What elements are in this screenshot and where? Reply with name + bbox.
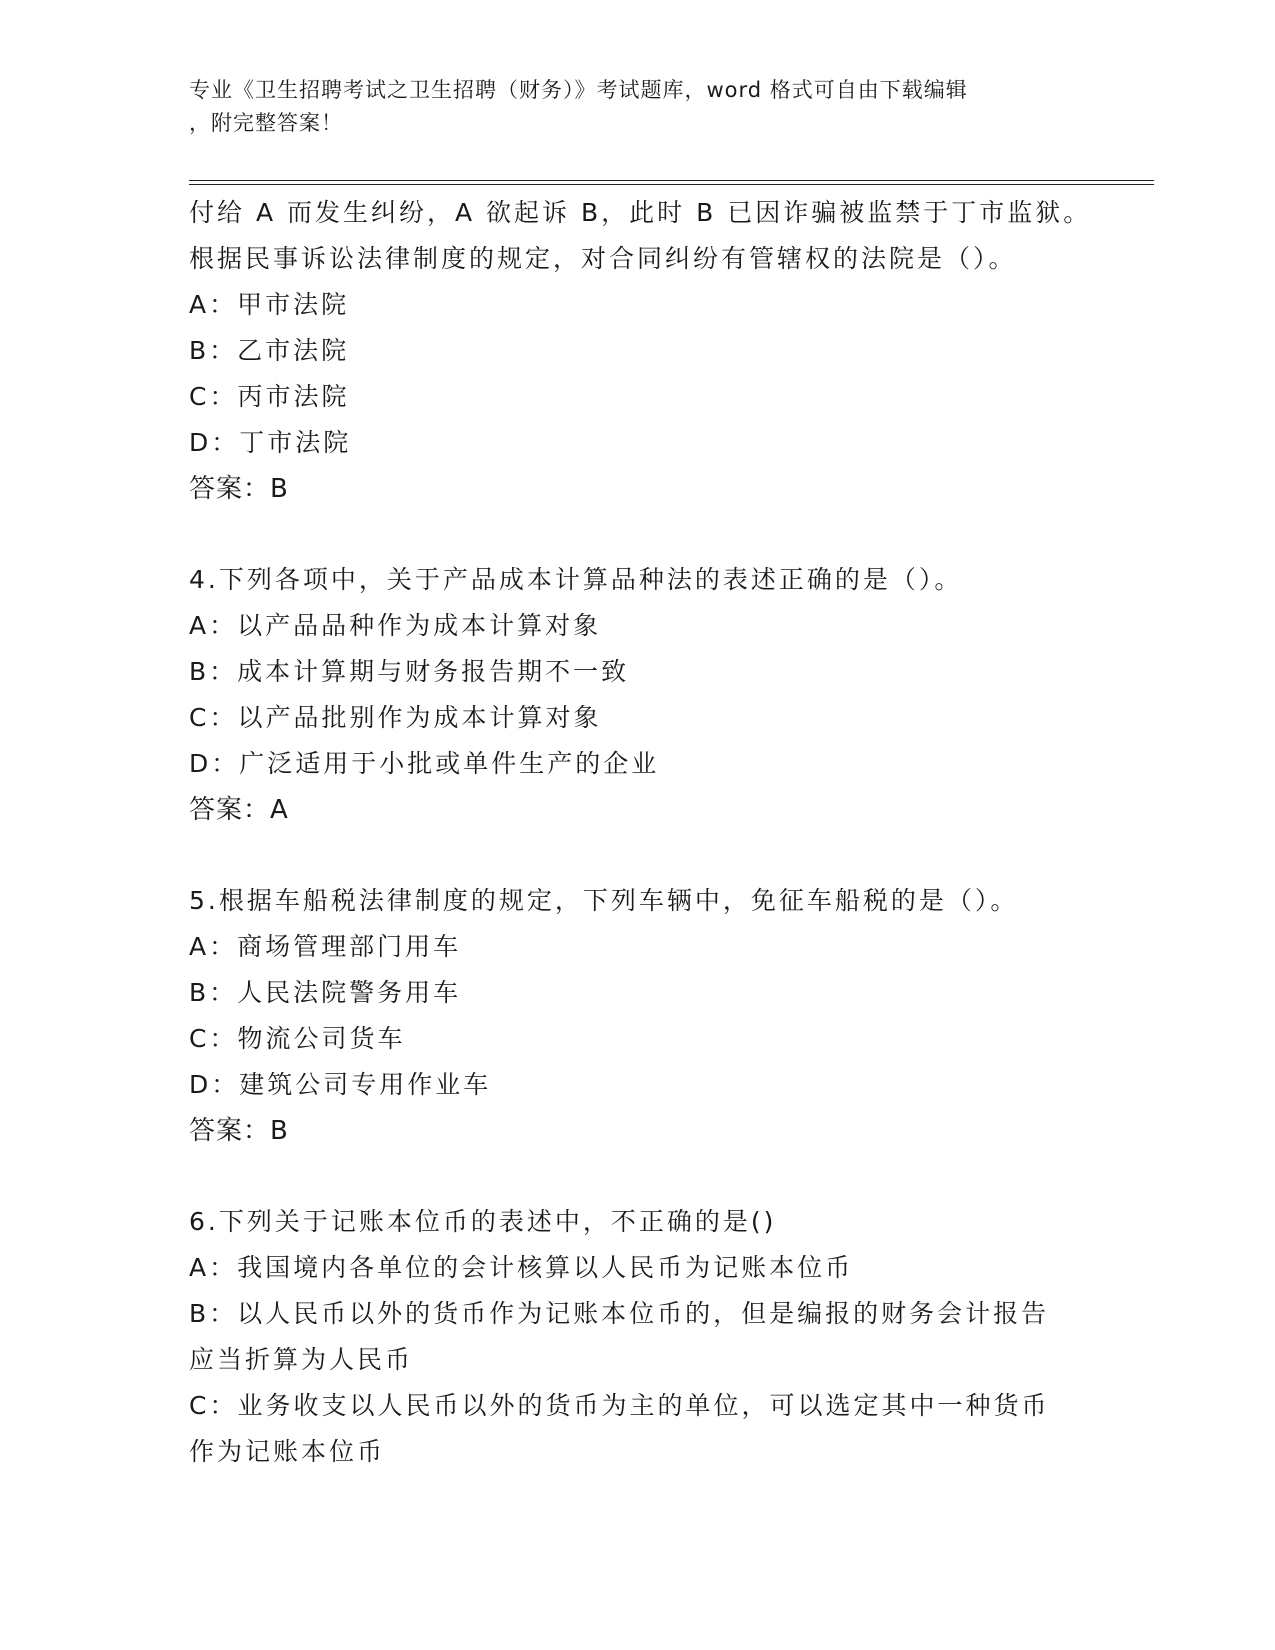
- question-stem: 根据民事诉讼法律制度的规定，对合同纠纷有管辖权的法院是（）。: [189, 244, 1017, 273]
- question-6: [189, 1199, 1089, 1475]
- option-a: A：甲市法院: [189, 290, 350, 319]
- option-a: A：以产品品种作为成本计算对象: [189, 611, 602, 640]
- question-stem: 付给 A 而发生纠纷，A 欲起诉 B，此时 B 已因诈骗被监禁于丁市监狱。: [189, 198, 1092, 227]
- option-b: B：成本计算期与财务报告期不一致: [189, 657, 630, 686]
- question-stem: 5.根据车船税法律制度的规定，下列车辆中，免征车船税的是（）。: [189, 886, 1019, 915]
- answer: 答案：B: [189, 1116, 289, 1146]
- question-list: [189, 190, 1092, 1475]
- answer: 答案：A: [189, 795, 289, 825]
- question-stem: 6.下列关于记账本位币的表述中，不正确的是(): [189, 1207, 777, 1236]
- header-line-1: 专业《卫生招聘考试之卫生招聘（财务）》考试题库，word 格式可自由下载编辑: [189, 78, 968, 102]
- option-b-continued: 应当折算为人民币: [189, 1345, 414, 1374]
- option-c: C：以产品批别作为成本计算对象: [189, 703, 602, 732]
- option-d: D：建筑公司专用作业车: [189, 1070, 492, 1099]
- header-divider-top: [189, 180, 1154, 181]
- option-b: B：乙市法院: [189, 336, 350, 365]
- question-4: [189, 557, 1089, 833]
- option-a: A：商场管理部门用车: [189, 932, 462, 961]
- header-line-2: ，附完整答案！: [189, 111, 343, 135]
- question-3: [189, 190, 1092, 512]
- header-divider-bottom: [189, 184, 1154, 185]
- option-c: C：物流公司货车: [189, 1024, 406, 1053]
- option-b: B：人民法院警务用车: [189, 978, 462, 1007]
- option-b: B：以人民币以外的货币作为记账本位币的，但是编报的财务会计报告: [189, 1299, 1050, 1328]
- option-c-continued: 作为记账本位币: [189, 1437, 386, 1466]
- question-stem: 4.下列各项中，关于产品成本计算品种法的表述正确的是（）。: [189, 565, 963, 594]
- option-c: C：丙市法院: [189, 382, 350, 411]
- option-c: C：业务收支以人民币以外的货币为主的单位，可以选定其中一种货币: [189, 1391, 1050, 1420]
- document-header: [189, 74, 1069, 140]
- option-a: A：我国境内各单位的会计核算以人民币为记账本位币: [189, 1253, 854, 1282]
- question-5: [189, 878, 1089, 1154]
- option-d: D：丁市法院: [189, 428, 352, 457]
- option-d: D：广泛适用于小批或单件生产的企业: [189, 749, 660, 778]
- answer: 答案：B: [189, 474, 289, 504]
